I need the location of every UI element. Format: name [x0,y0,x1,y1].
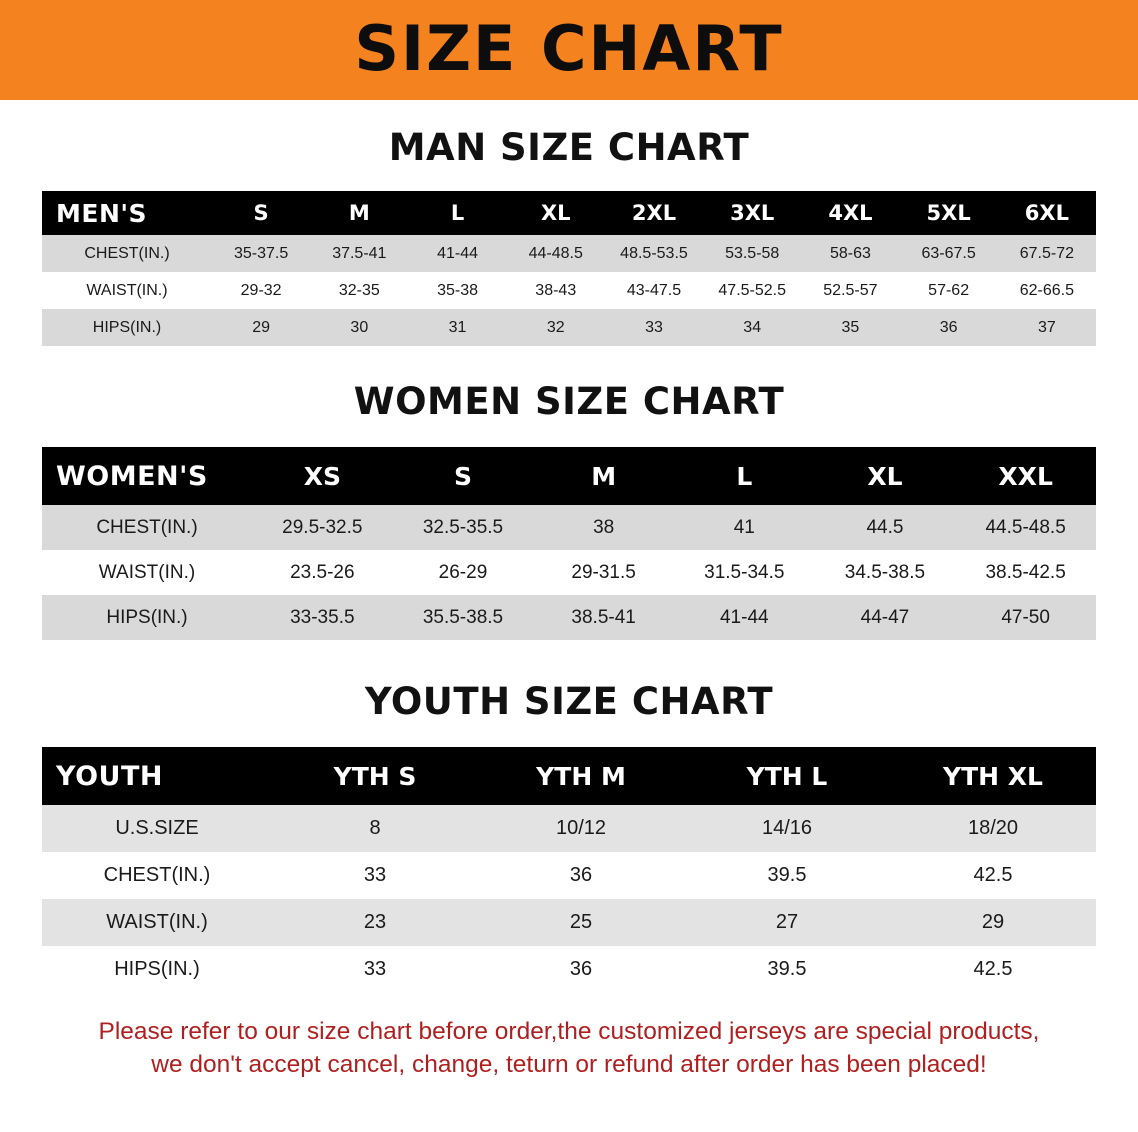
women-hips-4: 44-47 [860,606,910,628]
women-hips-3: 41-44 [719,606,769,628]
youth-ussize-2: 14/16 [761,817,813,839]
disclaimer-line-1: Please refer to our size chart before order,the customized jerseys are special products, [98,1018,1040,1045]
women-header-cell-2: S [453,461,472,491]
women-row-label-waist: WAIST(IN.) [98,561,196,583]
table-row [42,852,1096,899]
man-waist-6: 52.5-57 [823,281,878,299]
man-header-cell-0: MEN'S [56,198,148,228]
man-table-head [42,191,1096,235]
table-row [42,595,1096,640]
women-chest-3: 41 [733,516,755,538]
women-chest-2: 38 [593,516,615,538]
youth-ussize-1: 10/12 [555,817,607,839]
table-row [42,899,1096,946]
man-section-heading: MAN SIZE CHART [388,126,750,169]
man-header-cell-7: 4XL [828,201,873,225]
youth-header-cell-1: YTH S [333,761,417,791]
youth-header-cell-4: YTH XL [943,761,1043,791]
table-row [42,805,1096,852]
women-hips-5: 47-50 [1001,606,1050,628]
women-size-table-wrapper [42,447,1096,640]
man-chest-3: 44-48.5 [528,244,583,262]
man-hips-0: 29 [252,318,270,336]
youth-row-label-hips: HIPS(IN.) [114,958,200,980]
man-header-cell-1: S [253,201,269,225]
man-header-cell-9: 6XL [1024,201,1069,225]
man-header-cell-8: 5XL [926,201,971,225]
women-waist-1: 26-29 [438,561,488,583]
women-section-heading: WOMEN SIZE CHART [353,380,785,423]
women-waist-4: 34.5-38.5 [844,561,926,583]
table-row [42,946,1096,993]
women-header-cell-4: L [736,461,753,491]
women-chest-4: 44.5 [866,516,904,538]
youth-hips-1: 36 [569,958,593,980]
man-row-label-hips: HIPS(IN.) [92,318,162,336]
disclaimer-note [40,1015,1098,1081]
page-title: SIZE CHART [354,12,784,85]
women-size-table [42,447,1096,640]
man-hips-7: 36 [939,318,958,336]
women-row-label-chest: CHEST(IN.) [96,516,198,538]
man-chest-7: 63-67.5 [921,244,976,262]
youth-chest-0: 33 [363,864,387,886]
youth-waist-1: 25 [569,911,593,933]
women-header-cell-0: WOMEN'S [56,460,208,492]
youth-waist-2: 27 [775,911,799,933]
man-row-label-chest: CHEST(IN.) [84,244,170,262]
banner [0,0,1138,100]
table-row [42,272,1096,309]
women-table-head [42,447,1096,505]
man-waist-0: 29-32 [240,281,282,299]
youth-ussize-0: 8 [369,817,381,839]
man-chest-6: 58-63 [829,244,871,262]
table-header-row [42,747,1096,805]
youth-row-label-waist: WAIST(IN.) [106,911,208,933]
table-header-row [42,447,1096,505]
women-chest-1: 32.5-35.5 [422,516,504,538]
man-hips-5: 34 [743,318,762,336]
youth-row-label-chest: CHEST(IN.) [103,864,211,886]
man-chest-2: 41-44 [437,244,478,262]
man-header-cell-2: M [348,201,370,225]
youth-section-heading: YOUTH SIZE CHART [364,680,774,723]
man-hips-4: 33 [645,318,663,336]
man-waist-2: 35-38 [437,281,478,299]
youth-chest-3: 42.5 [973,864,1013,886]
man-chest-1: 37.5-41 [332,244,387,262]
table-row [42,550,1096,595]
youth-header-cell-2: YTH M [536,761,626,791]
man-waist-8: 62-66.5 [1019,281,1074,299]
man-hips-3: 32 [546,318,565,336]
youth-row-label-ussize: U.S.SIZE [115,817,199,839]
table-row [42,309,1096,346]
women-waist-3: 31.5-34.5 [704,561,785,583]
man-waist-4: 43-47.5 [626,281,682,299]
women-row-label-hips: HIPS(IN.) [106,606,188,628]
man-size-table-wrapper [42,191,1096,346]
youth-waist-0: 23 [363,911,387,933]
youth-hips-3: 42.5 [973,958,1013,980]
man-hips-2: 31 [448,318,467,336]
women-chest-0: 29.5-32.5 [282,516,363,538]
man-size-table [42,191,1096,346]
man-hips-6: 35 [841,318,860,336]
man-hips-1: 30 [350,318,369,336]
women-header-cell-5: XL [867,461,903,491]
man-header-cell-6: 3XL [730,201,775,225]
table-row [42,235,1096,272]
man-header-cell-3: L [450,201,465,225]
women-waist-5: 38.5-42.5 [985,561,1066,583]
table-row [42,505,1096,550]
youth-table-body [42,805,1096,993]
man-hips-8: 37 [1037,318,1056,336]
man-chest-8: 67.5-72 [1019,244,1074,262]
women-hips-1: 35.5-38.5 [422,606,504,628]
youth-chest-1: 36 [569,864,593,886]
women-waist-0: 23.5-26 [290,561,355,583]
women-chest-5: 44.5-48.5 [985,516,1066,538]
youth-header-cell-3: YTH L [746,761,828,791]
table-header-row [42,191,1096,235]
youth-hips-2: 39.5 [767,958,807,980]
women-hips-2: 38.5-41 [571,606,636,628]
man-header-cell-4: XL [540,201,571,225]
man-table-body [42,235,1096,346]
women-header-cell-6: XXL [998,461,1053,491]
man-waist-1: 32-35 [338,281,380,299]
youth-chest-2: 39.5 [767,864,807,886]
youth-table-head [42,747,1096,805]
man-chest-0: 35-37.5 [233,244,289,262]
man-waist-3: 38-43 [535,281,577,299]
women-table-body [42,505,1096,640]
man-waist-7: 57-62 [928,281,970,299]
youth-header-cell-0: YOUTH [56,760,163,792]
man-row-label-waist: WAIST(IN.) [86,281,168,299]
youth-ussize-3: 18/20 [967,817,1019,839]
women-header-cell-3: M [591,461,617,491]
disclaimer-line-2: we don't accept cancel, change, teturn or refund after order has been placed! [151,1051,987,1079]
youth-hips-0: 33 [363,958,387,980]
man-header-cell-5: 2XL [631,201,677,225]
women-hips-0: 33-35.5 [290,606,355,628]
women-header-cell-1: XS [303,461,341,491]
youth-size-table-wrapper [42,747,1096,993]
youth-waist-3: 29 [981,911,1005,933]
man-chest-5: 53.5-58 [725,244,780,262]
man-chest-4: 48.5-53.5 [620,244,688,262]
women-waist-2: 29-31.5 [571,561,636,583]
man-waist-5: 47.5-52.5 [718,281,786,299]
youth-size-table [42,747,1096,993]
